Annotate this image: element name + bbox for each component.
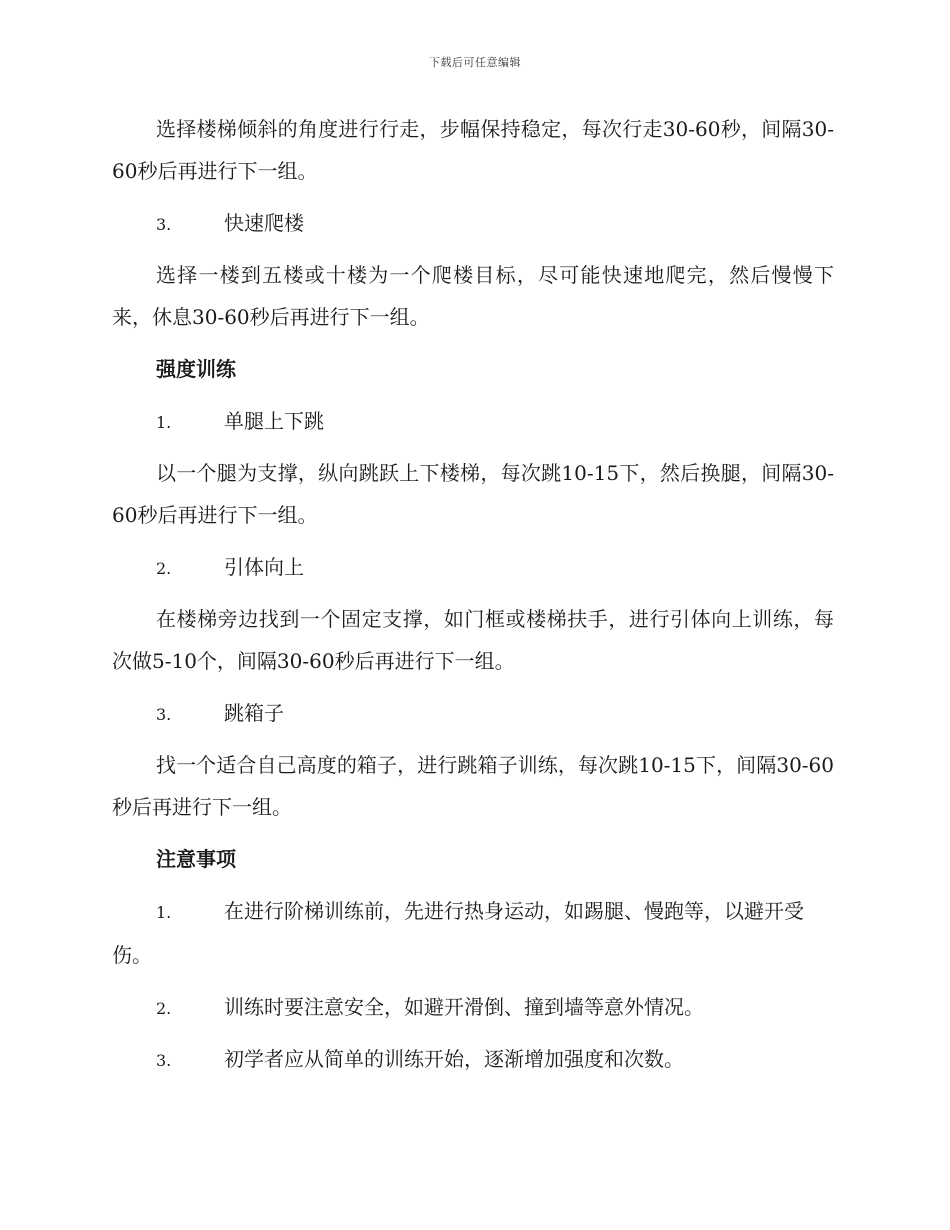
list-item-box-jump bbox=[112, 692, 834, 734]
list-number: 1. bbox=[156, 413, 172, 432]
list-item-warmup bbox=[112, 890, 834, 976]
list-item-label: 单腿上下跳 bbox=[224, 409, 324, 433]
section-title-strength: 强度训练 bbox=[156, 357, 236, 381]
page-header: 下载后可任意编辑 bbox=[429, 56, 521, 69]
list-number: 2. bbox=[156, 559, 172, 578]
document-body bbox=[112, 108, 834, 1080]
list-number: 3. bbox=[156, 705, 172, 724]
list-item-label: 引体向上 bbox=[224, 555, 304, 579]
paragraph-fast-climb: 选择一楼到五楼或十楼为一个爬楼目标，尽可能快速地爬完，然后慢慢下来，休息30-60秒后再进行下一组。 bbox=[112, 263, 834, 329]
list-item-safety bbox=[112, 986, 834, 1028]
paragraph-pull-up: 在楼梯旁边找到一个固定支撑，如门框或楼梯扶手，进行引体向上训练，每次做5-10个，间隔30-60秒后再进行下一组。 bbox=[112, 607, 834, 673]
list-item-pull-up bbox=[112, 546, 834, 588]
list-item-label: 跳箱子 bbox=[224, 701, 284, 725]
paragraph-single-leg-jump: 以一个腿为支撑，纵向跳跃上下楼梯，每次跳10-15下，然后换腿，间隔30-60秒后再进行下一组。 bbox=[112, 461, 834, 527]
paragraph-stair-walk: 选择楼梯倾斜的角度进行行走，步幅保持稳定，每次行走30-60秒，间隔30-60秒后再进行下一组。 bbox=[112, 117, 834, 183]
list-number: 2. bbox=[156, 999, 172, 1018]
list-item-label: 初学者应从简单的训练开始，逐渐增加强度和次数。 bbox=[224, 1047, 684, 1071]
section-title-notes: 注意事项 bbox=[156, 847, 236, 871]
list-number: 3. bbox=[156, 1051, 172, 1070]
list-number: 1. bbox=[156, 903, 172, 922]
list-item-label: 在进行阶梯训练前，先进行热身运动，如踢腿、慢跑等，以避开受伤。 bbox=[112, 899, 804, 967]
list-item-beginner bbox=[112, 1038, 834, 1080]
list-number: 3. bbox=[156, 215, 172, 234]
paragraph-box-jump: 找一个适合自己高度的箱子，进行跳箱子训练，每次跳10-15下，间隔30-60秒后再进行下一组。 bbox=[112, 753, 834, 819]
list-item-single-leg-jump bbox=[112, 400, 834, 442]
list-item-label: 训练时要注意安全，如避开滑倒、撞到墙等意外情况。 bbox=[224, 995, 704, 1019]
list-item-label: 快速爬楼 bbox=[224, 211, 304, 235]
list-item-fast-climb bbox=[112, 202, 834, 244]
